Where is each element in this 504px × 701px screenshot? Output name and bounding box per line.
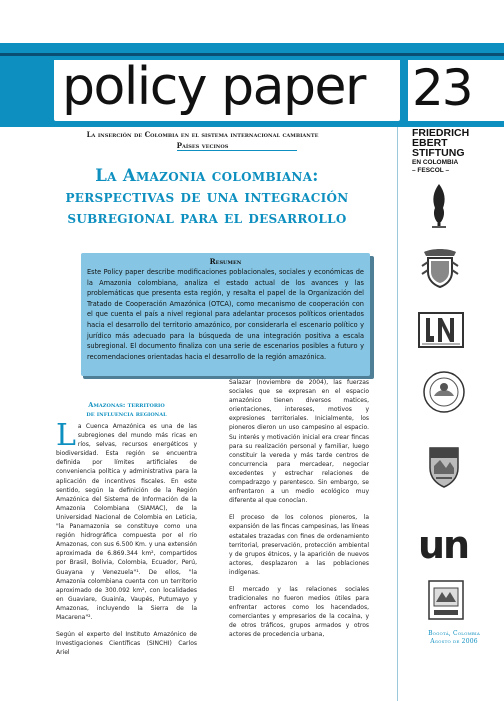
- body-paragraph: El mercado y las relaciones sociales tradicionales no fueron medios útiles para enfrentar actores como los hacendados, comerciantes y empresarios de la cocaína, y de otros tráficos, grupos armados y otros actores de procedencia urbana,: [229, 585, 369, 639]
- article-title-line: La Amazonia colombiana:: [95, 166, 319, 185]
- publication-place: Bogotá, Colombia: [428, 630, 480, 637]
- drop-cap: L: [56, 418, 76, 453]
- fes-logo-subline: – FESCOL –: [412, 167, 450, 174]
- summary-heading: Resumen: [209, 257, 242, 266]
- series-title: La inserción de Colombia en el sistema internacional cambiante: [86, 130, 319, 139]
- fes-logo: [412, 128, 496, 174]
- summary-text: Este Policy paper describe modificaciones poblacionales, sociales y económicas de la Amazonia colombiana, analiza el estado actual de los avances y las problemáticas que presenta esta región, y resalta el papel de la Organización del Tratado de Cooperación Amazónica (OTCA), como mecanismo de cooperación con el que cuenta el país a nivel regional para adelantar procesos políticos orientados hacia el desarrollo del territorio amazónico, por considerarla el escenario político y jurídico más adecuado para la búsqueda de una integración positiva a escala subregional. El documento finaliza con una serie de escenarios posibles a futuro y recomendaciones orientadas hacia el desarrollo de la región amazónica.: [87, 268, 364, 361]
- coat-of-arms-icon: [420, 246, 460, 290]
- fes-logo-line: EBERT: [412, 137, 448, 149]
- summary-box: [81, 253, 370, 376]
- unal-emblem-icon: [416, 310, 466, 350]
- fes-logo-line: FRIEDRICH: [412, 127, 470, 139]
- un-logo: un: [418, 523, 469, 567]
- circular-seal-icon: [422, 370, 466, 414]
- section-heading-line: de influencia regional: [86, 410, 167, 418]
- body-paragraph: Salazar (noviembre de 2004), las fuerzas sociales que se expresan en el espacio amazónico tienen diversos matices, orientaciones, intereses, motivos y expresiones territoriales. Inicialmente, los pioneros dieron un uso campesino al espacio. Su interés y motivación inicial era crear fincas para su realización personal y familiar, luego constituir la vereda y más tarde centros de concurrencia para mercadear, negociar excedentes y estrechar relaciones de compadrazgo y parentesco. Sin embargo, se enfrentaron a un medio ecológico muy diferente al que conocían.: [229, 379, 369, 505]
- paragraph-text: a Cuenca Amazónica es una de las subregiones del mundo más ricas en ríos, selvas, recursos energéticos y biodiversidad. Esta región se encuentra definida por límites artificiales de conveniencia política y administrativa para la aplicación de incentivos fiscales. En este sentido, según la definición de la Región Amazónica del Sistema de Información de la Amazonia Colombiana (SIAMAC), de la Universidad Nacional de Colombia en Leticia, "la Panamazonia se constituye como una región hidrográfica compuesta por el río Amazonas, con sus 6.500 Km. y una extensión aproximada de 6.869.344 km², compartidos por Brasil, Bolivia, Colombia, Ecuador, Perú, Guayana y Venezuela"¹. De ellos, "la Amazonia colombiana cuenta con un territorio aproximado de 300.092 km², con localidades en Guaviare, Guainía, Vaupés, Putumayo y Amazonas, incluyendo la Sierra de la Macarena"².: [56, 423, 197, 621]
- left-column: [56, 401, 197, 665]
- body-paragraph: El proceso de los colonos pioneros, la expansión de las fincas campesinas, las líneas estatales trazadas con fines de ordenamiento territorial, preservación, protección ambiental y de grupos étnicos, y la aparición de nuevos actores, desplazaron a las poblaciones indígenas.: [229, 514, 369, 576]
- body-paragraph: Según el experto del Instituto Amazónico de Investigaciones Científicas (SINCHI) Carlos Ariel: [56, 631, 197, 657]
- fes-logo-line: STIFTUNG: [412, 147, 465, 159]
- section-heading-line: Amazonas: territorio: [88, 401, 165, 409]
- tree-seal-icon: [428, 182, 450, 230]
- amazon-institute-emblem-icon: [426, 578, 466, 622]
- body-paragraph: [56, 418, 197, 622]
- right-column: [229, 379, 369, 648]
- article-title: [22, 165, 392, 228]
- publication-title: policy paper: [62, 57, 365, 117]
- article-title-line: perspectivas de una integración: [65, 187, 349, 206]
- publication-date: Agosto de 2006: [430, 638, 478, 645]
- series-rule: [177, 150, 297, 151]
- shield-emblem-icon: [424, 444, 464, 490]
- series-subtitle: Países vecinos: [176, 141, 229, 150]
- place-date: [408, 630, 500, 646]
- article-title-line: subregional para el desarrollo: [67, 208, 347, 227]
- fes-logo-subline: EN COLOMBIA: [412, 159, 459, 166]
- issue-number: 23: [412, 59, 472, 117]
- section-heading: [56, 401, 197, 419]
- header-divider: [0, 53, 504, 56]
